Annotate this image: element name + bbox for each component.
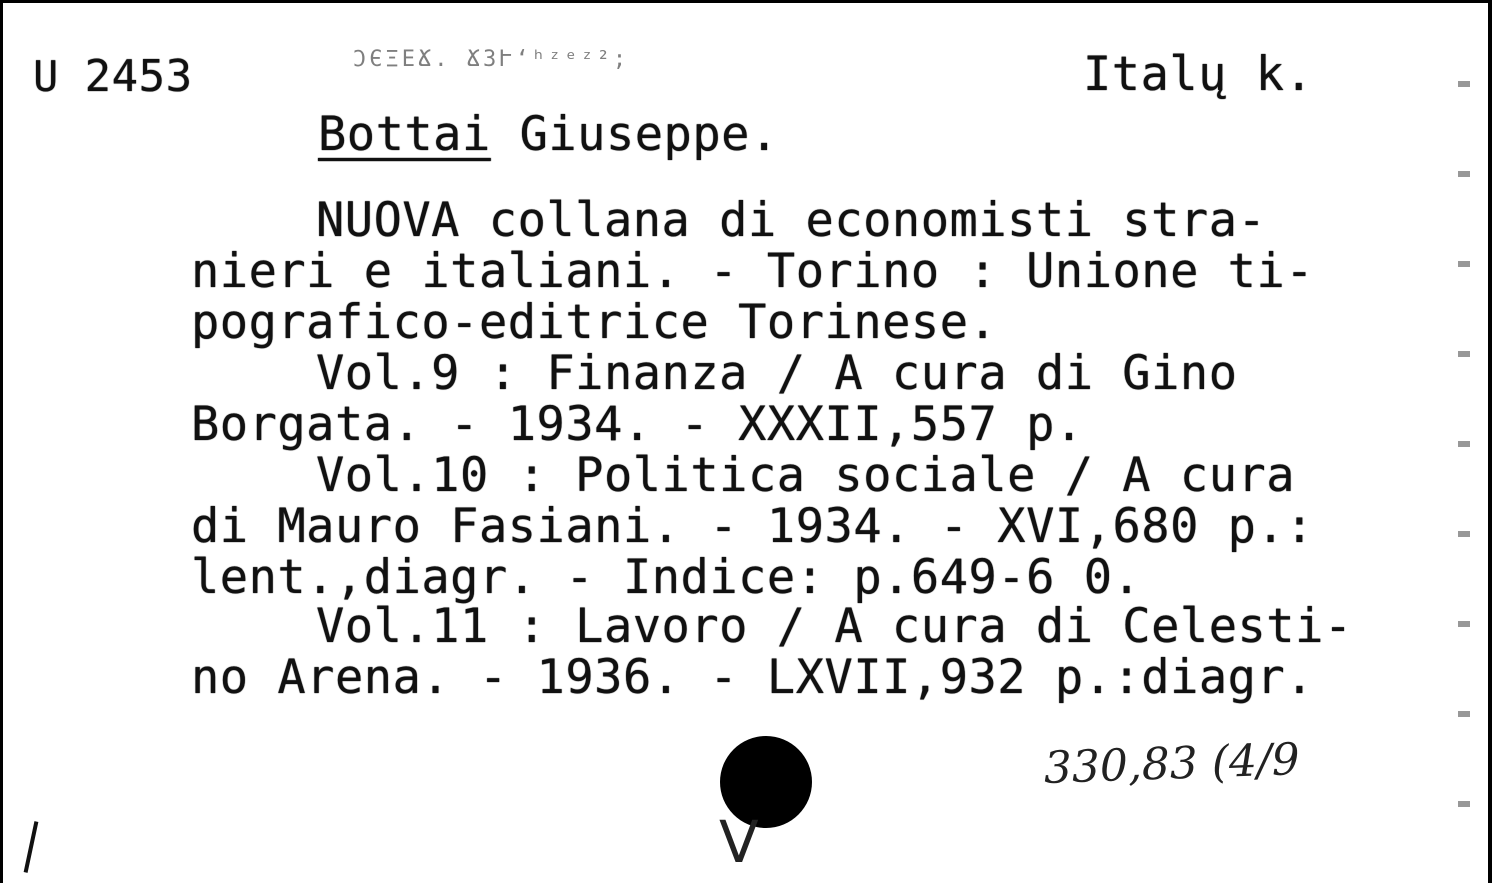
pen-stroke	[24, 821, 39, 873]
description-line: pografico-editrice Torinese.	[191, 295, 998, 350]
author-heading	[318, 107, 779, 162]
faded-stamp: ϽЄΞЕՃ. ՃЗՒ‘ʰᶻᵉᶻ²;	[353, 47, 630, 72]
description-line: NUOVA collana di economisti stra-	[316, 193, 1267, 248]
volume-entry-line: Borgata. - 1934. - XXXII,557 p.	[191, 397, 1084, 452]
call-number-prefix: U	[33, 52, 59, 101]
handwritten-shelfmark: 330,83 (4/9	[1043, 734, 1301, 794]
handwritten-check-mark: V	[719, 808, 759, 876]
call-number	[33, 51, 193, 102]
volume-entry-line: Vol.10 : Politica sociale / A cura	[316, 448, 1296, 503]
volume-entry-line: lent.,diagr. - Indice: p.649-6 0.	[191, 550, 1142, 605]
scan-edge-noise	[1458, 43, 1470, 863]
volume-entry-line: no Arena. - 1936. - LXVII,932 p.:diagr.	[191, 650, 1315, 705]
call-number-digits: 2453	[84, 51, 193, 102]
volume-entry-line: Vol.11 : Lavoro / A cura di Celesti-	[316, 599, 1353, 654]
language-heading: Italų k.	[1083, 47, 1314, 102]
description-line: nieri e italiani. - Torino : Unione ti-	[191, 244, 1315, 299]
volume-entry-line: Vol.9 : Finanza / A cura di Gino	[316, 346, 1238, 401]
author-surname: Bottai	[318, 107, 491, 162]
volume-entry-line: di Mauro Fasiani. - 1934. - XVI,680 p.:	[191, 499, 1315, 554]
author-given-name: Giuseppe.	[519, 107, 779, 162]
